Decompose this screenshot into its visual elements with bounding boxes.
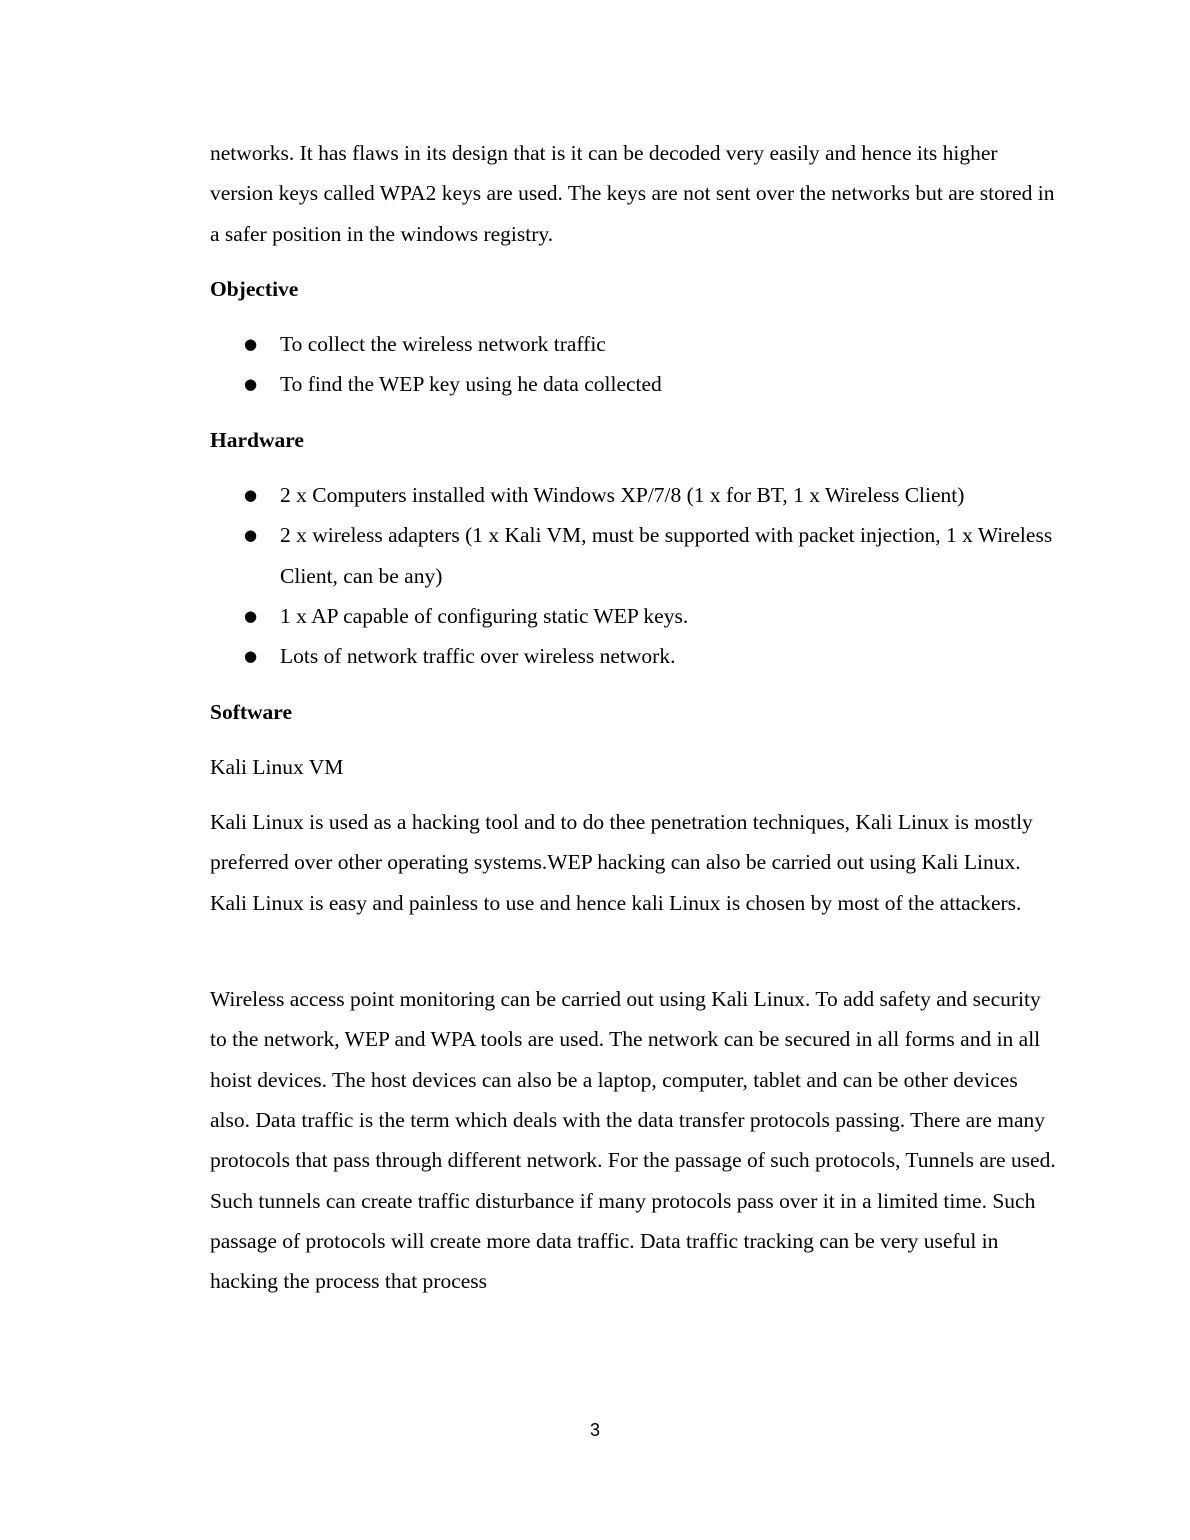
list-item-text: 2 x wireless adapters (1 x Kali VM, must be supported with packet injection, 1 x Wireless Client, can be any) [280, 523, 1053, 588]
objective-heading: Objective [210, 276, 299, 301]
bullet-icon: ● [244, 335, 258, 354]
list-item-text: 1 x AP capable of configuring static WEP keys. [280, 603, 689, 628]
intro-paragraph: networks. It has flaws in its design that is it can be decoded very easily and hence its higher version keys called WPA2 keys are used. The keys are not sent over the networks but are stored in a safer position in the windows registry. [210, 141, 1055, 246]
list-item-text: Lots of network traffic over wireless network. [280, 644, 676, 669]
list-item [210, 475, 1060, 515]
software-paragraph: Kali Linux is used as a hacking tool and to do thee penetration techniques, Kali Linux is mostly preferred over other operating systems.WEP hacking can also be carried out using Kali Linux. Kali Linux is easy and painless to use and hence kali Linux is chosen by most of the attackers. [210, 810, 1033, 915]
list-item-text: 2 x Computers installed with Windows XP/7/8 (1 x for BT, 1 x Wireless Client) [280, 483, 965, 508]
list-item [210, 636, 1060, 676]
list-item-text: To find the WEP key using he data collected [280, 372, 662, 397]
paragraph-spacer [210, 923, 1060, 979]
list-item [210, 364, 1060, 404]
bullet-icon: ● [244, 486, 258, 505]
objective-list [210, 324, 1060, 405]
monitoring-paragraph: Wireless access point monitoring can be carried out using Kali Linux. To add safety and security to the network, WEP and WPA tools are used. The network can be secured in all forms and in all hoist devices. The host devices can also be a laptop, computer, tablet and can be other devices also. Data traffic is the term which deals with the data transfer protocols passing. There are many protocols that pass through different network. For the passage of such protocols, Tunnels are used. Such tunnels can create traffic disturbance if many protocols pass over it in a limited time. Such passage of protocols will create more data traffic. Data traffic tracking can be very useful in hacking the process that process [210, 987, 1056, 1294]
hardware-heading: Hardware [210, 427, 304, 452]
bullet-icon: ● [244, 606, 258, 625]
list-item [210, 324, 1060, 364]
hardware-list [210, 475, 1060, 676]
software-heading: Software [210, 699, 293, 724]
page-number: 3 [589, 1420, 600, 1440]
software-subheading: Kali Linux VM [210, 754, 344, 779]
bullet-icon: ● [244, 647, 258, 666]
list-item [210, 515, 1060, 596]
list-item-text: To collect the wireless network traffic [280, 332, 606, 357]
bullet-icon: ● [244, 526, 258, 545]
list-item [210, 596, 1060, 636]
bullet-icon: ● [244, 375, 258, 394]
page-body [210, 133, 1060, 1301]
